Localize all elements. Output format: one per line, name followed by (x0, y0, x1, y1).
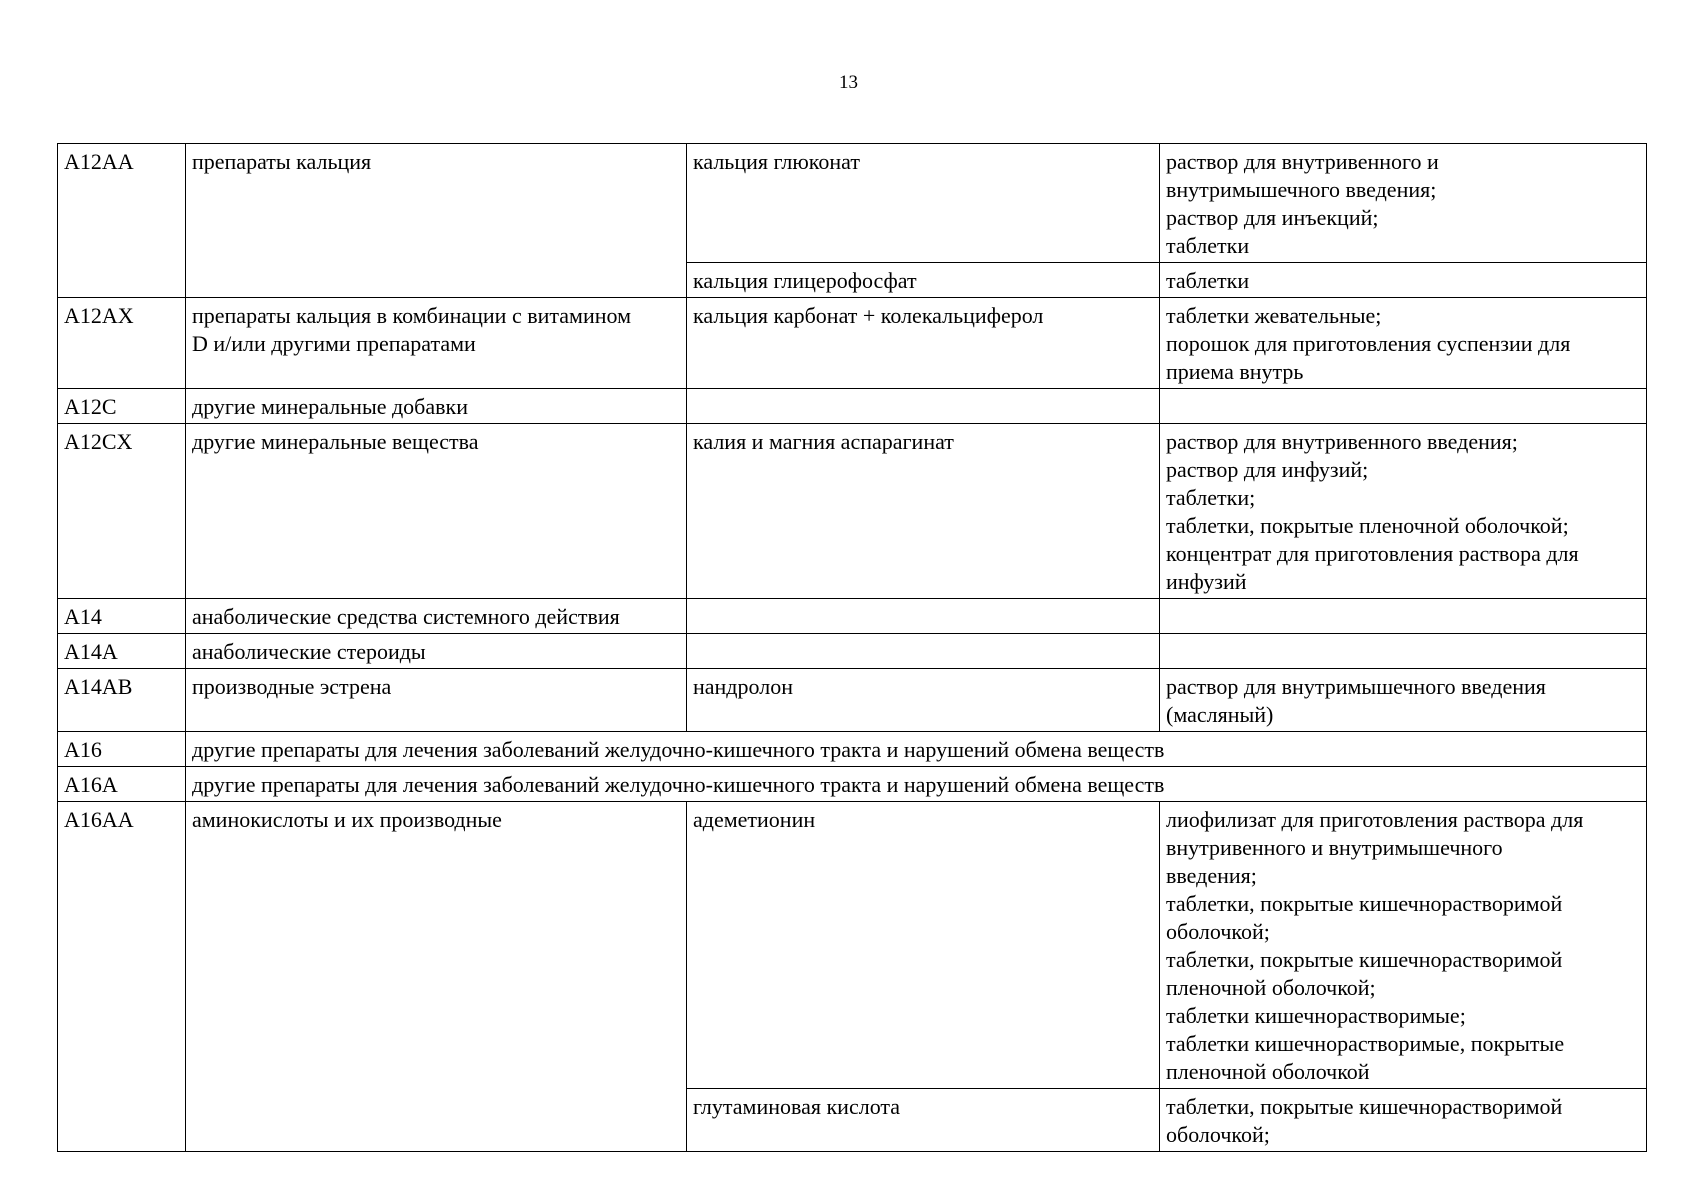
group-name-cell: анаболические средства системного действия (186, 599, 687, 634)
table-row (58, 298, 1647, 389)
atc-code-cell: A16 (58, 732, 186, 767)
dosage-form-line: (масляный) (1166, 702, 1274, 727)
dosage-form-line: введения; (1166, 863, 1257, 888)
group-name-line: D и/или другими препаратами (192, 331, 476, 356)
dosage-form-line: раствор для инъекций; (1166, 205, 1379, 230)
dosage-form-line: таблетки (1166, 233, 1250, 258)
atc-code-cell: A16AA (58, 802, 186, 1152)
group-name-cell: аминокислоты и их производные (186, 802, 687, 1152)
table-row (58, 634, 1647, 669)
group-name-line: препараты кальция в комбинации с витамином (192, 303, 631, 328)
dosage-form-line: лиофилизат для приготовления раствора для (1166, 807, 1584, 832)
dosage-forms-cell (1160, 599, 1647, 634)
group-name-cell (186, 298, 687, 389)
atc-code-cell: A12AX (58, 298, 186, 389)
dosage-form-line: таблетки, покрытые кишечнорастворимой (1166, 891, 1563, 916)
dosage-form-line: оболочкой; (1166, 1122, 1270, 1147)
drug-name-cell: глутаминовая кислота (687, 1089, 1160, 1152)
dosage-form-line: инфузий (1166, 569, 1247, 594)
dosage-form-line: оболочкой; (1166, 919, 1270, 944)
dosage-form-line: таблетки, покрытые кишечнорастворимой (1166, 1094, 1563, 1119)
atc-code-cell: A14AB (58, 669, 186, 732)
atc-code-cell: A12CX (58, 424, 186, 599)
dosage-form-line: раствор для инфузий; (1166, 457, 1369, 482)
atc-code-cell: A12C (58, 389, 186, 424)
table-row (58, 802, 1647, 1089)
dosage-form-line: таблетки кишечнорастворимые, покрытые (1166, 1031, 1565, 1056)
atc-drug-table (57, 143, 1647, 1152)
dosage-form-line: таблетки, покрытые пленочной оболочкой; (1166, 513, 1569, 538)
dosage-forms-cell (1160, 669, 1647, 732)
group-name-cell: другие препараты для лечения заболеваний желудочно-кишечного тракта и нарушений обмена веществ (186, 767, 1647, 802)
table-row (58, 599, 1647, 634)
drug-name-cell: нандролон (687, 669, 1160, 732)
dosage-form-line: таблетки; (1166, 485, 1256, 510)
table-row (58, 732, 1647, 767)
table-row (58, 767, 1647, 802)
atc-code-cell: A14 (58, 599, 186, 634)
table-row (58, 389, 1647, 424)
atc-code-cell: A16A (58, 767, 186, 802)
dosage-form-line: приема внутрь (1166, 359, 1304, 384)
drug-name-cell (687, 389, 1160, 424)
table-row (58, 144, 1647, 263)
dosage-form-line: раствор для внутривенного и (1166, 149, 1439, 174)
dosage-form-line: пленочной оболочкой (1166, 1059, 1370, 1084)
drug-name-cell: кальция карбонат + колекальциферол (687, 298, 1160, 389)
drug-name-cell: калия и магния аспарагинат (687, 424, 1160, 599)
dosage-form-line: таблетки кишечнорастворимые; (1166, 1003, 1466, 1028)
dosage-forms-cell (1160, 634, 1647, 669)
dosage-form-line: таблетки, покрытые кишечнорастворимой (1166, 947, 1563, 972)
page-number: 13 (839, 72, 858, 93)
table-row (58, 669, 1647, 732)
group-name-cell: производные эстрена (186, 669, 687, 732)
group-name-cell: анаболические стероиды (186, 634, 687, 669)
dosage-form-line: раствор для внутривенного введения; (1166, 429, 1518, 454)
dosage-forms-cell (1160, 263, 1647, 298)
dosage-form-line: концентрат для приготовления раствора для (1166, 541, 1579, 566)
dosage-forms-cell (1160, 298, 1647, 389)
dosage-forms-cell (1160, 144, 1647, 263)
dosage-form-line: таблетки жевательные; (1166, 303, 1382, 328)
dosage-form-line: раствор для внутримышечного введения (1166, 674, 1546, 699)
dosage-form-line: порошок для приготовления суспензии для (1166, 331, 1571, 356)
atc-code-cell: A12AA (58, 144, 186, 298)
group-name-cell: другие препараты для лечения заболеваний желудочно-кишечного тракта и нарушений обмена веществ (186, 732, 1647, 767)
drug-name-cell (687, 634, 1160, 669)
dosage-forms-cell (1160, 424, 1647, 599)
dosage-form-line: пленочной оболочкой; (1166, 975, 1376, 1000)
dosage-form-line: внутримышечного введения; (1166, 177, 1437, 202)
dosage-forms-cell (1160, 389, 1647, 424)
table-row (58, 424, 1647, 599)
dosage-form-line: таблетки (1166, 268, 1250, 293)
drug-name-cell (687, 599, 1160, 634)
group-name-cell: другие минеральные вещества (186, 424, 687, 599)
group-name-cell: препараты кальция (186, 144, 687, 298)
drug-name-cell: адеметионин (687, 802, 1160, 1089)
dosage-forms-cell (1160, 1089, 1647, 1152)
dosage-form-line: внутривенного и внутримышечного (1166, 835, 1503, 860)
drug-name-cell: кальция глюконат (687, 144, 1160, 263)
dosage-forms-cell (1160, 802, 1647, 1089)
atc-code-cell: A14A (58, 634, 186, 669)
drug-name-cell: кальция глицерофосфат (687, 263, 1160, 298)
group-name-cell: другие минеральные добавки (186, 389, 687, 424)
